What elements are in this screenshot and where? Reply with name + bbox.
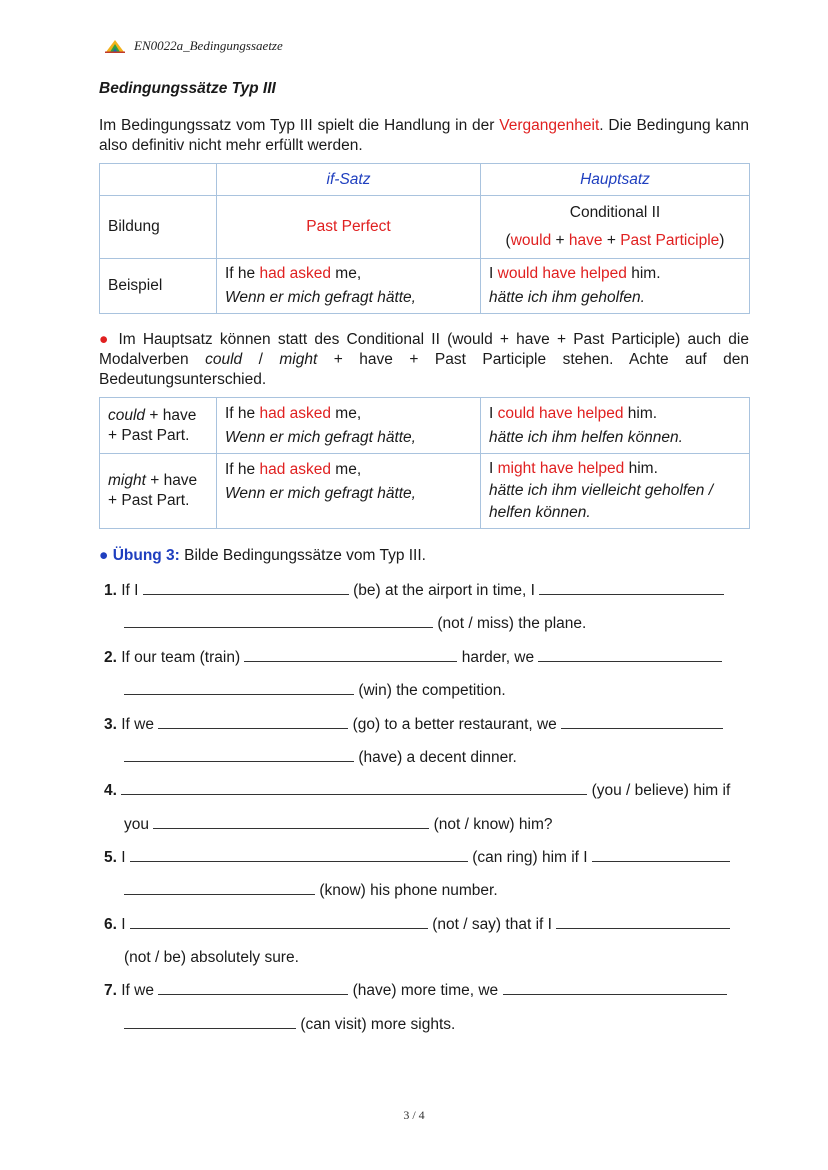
page-number: 3 / 4	[403, 1108, 425, 1122]
exercise-line-2b: (win) the competition.	[124, 682, 506, 700]
answer-blank[interactable]	[121, 793, 587, 795]
exercise-line-3a: 3. If we (go) to a better restaurant, we	[104, 716, 723, 734]
answer-blank[interactable]	[556, 927, 730, 929]
could-main-cell: I could have helped him. hätte ich ihm helfen können.	[481, 398, 750, 454]
answer-blank[interactable]	[561, 727, 723, 729]
answer-blank[interactable]	[124, 760, 354, 762]
document-code: EN0022a_Bedingungssaetze	[134, 38, 283, 53]
formation-table	[99, 163, 750, 314]
header-main-clause: Hauptsatz	[481, 164, 750, 196]
logo-icon	[104, 39, 126, 53]
bildung-if-cell: Past Perfect	[217, 196, 481, 259]
exercise-line-7a: 7. If we (have) more time, we	[104, 982, 727, 1000]
header-if-clause: if-Satz	[217, 164, 481, 196]
table-corner-cell	[100, 164, 217, 196]
answer-blank[interactable]	[130, 927, 428, 929]
answer-blank[interactable]	[124, 1027, 296, 1029]
modal-table	[99, 397, 750, 529]
modal-label-could: could + have + Past Part.	[100, 398, 217, 454]
answer-blank[interactable]	[153, 827, 429, 829]
answer-blank[interactable]	[539, 593, 724, 595]
modal-label-might: might + have + Past Part.	[100, 454, 217, 529]
answer-blank[interactable]	[124, 893, 315, 895]
answer-blank[interactable]	[124, 693, 354, 695]
modal-note: ● Im Hauptsatz können statt des Conditional II (would + have + Past Participle) auch die Modalverben could / might + have + Past Participle stehen. Achte auf den Bedeutungsunterschied.	[99, 331, 749, 388]
might-if-cell: If he had asked me, Wenn er mich gefragt hätte,	[217, 454, 481, 529]
exercise-line-5a: 5. I (can ring) him if I	[104, 849, 730, 867]
page-title: Bedingungssätze Typ III	[99, 80, 276, 97]
exercise-line-3b: (have) a decent dinner.	[124, 749, 517, 767]
exercise-line-4b: you (not / know) him?	[124, 816, 553, 833]
page-header	[104, 38, 283, 54]
beispiel-if-cell: If he had asked me, Wenn er mich gefragt hätte,	[217, 259, 481, 314]
might-main-cell: I might have helped him. hätte ich ihm vielleicht geholfen / helfen können.	[481, 454, 750, 529]
intro-paragraph: Im Bedingungssatz vom Typ III spielt die Handlung in der Vergangenheit. Die Bedingung kann also definitiv nicht mehr erfüllt werden.	[99, 117, 750, 154]
answer-blank[interactable]	[124, 626, 433, 628]
answer-blank[interactable]	[592, 860, 730, 862]
beispiel-main-cell: I would have helped him. hätte ich ihm geholfen.	[481, 259, 750, 314]
exercise-line-1b: (not / miss) the plane.	[124, 615, 586, 633]
answer-blank[interactable]	[143, 593, 349, 595]
exercise-line-7b: (can visit) more sights.	[124, 1016, 455, 1034]
exercise-line-6a: 6. I (not / say) that if I	[104, 916, 730, 934]
exercise-line-2a: 2. If our team (train) harder, we	[104, 649, 722, 667]
answer-blank[interactable]	[158, 993, 348, 995]
answer-blank[interactable]	[158, 727, 348, 729]
row-label-beispiel: Beispiel	[100, 259, 217, 314]
could-if-cell: If he had asked me, Wenn er mich gefragt hätte,	[217, 398, 481, 454]
bildung-main-cell: Conditional II (would + have + Past Participle)	[481, 196, 750, 259]
exercise-line-5b: (know) his phone number.	[124, 882, 498, 900]
exercise-line-1a: 1. If I (be) at the airport in time, I	[104, 582, 724, 600]
row-label-bildung: Bildung	[100, 196, 217, 259]
exercise-line-4a: 4. (you / believe) him if	[104, 782, 731, 799]
exercise-title: ● Übung 3: Bilde Bedingungssätze vom Typ III.	[99, 547, 426, 564]
answer-blank[interactable]	[503, 993, 727, 995]
answer-blank[interactable]	[538, 660, 722, 662]
answer-blank[interactable]	[244, 660, 457, 662]
exercise-line-6b: (not / be) absolutely sure.	[124, 949, 299, 966]
answer-blank[interactable]	[130, 860, 468, 862]
